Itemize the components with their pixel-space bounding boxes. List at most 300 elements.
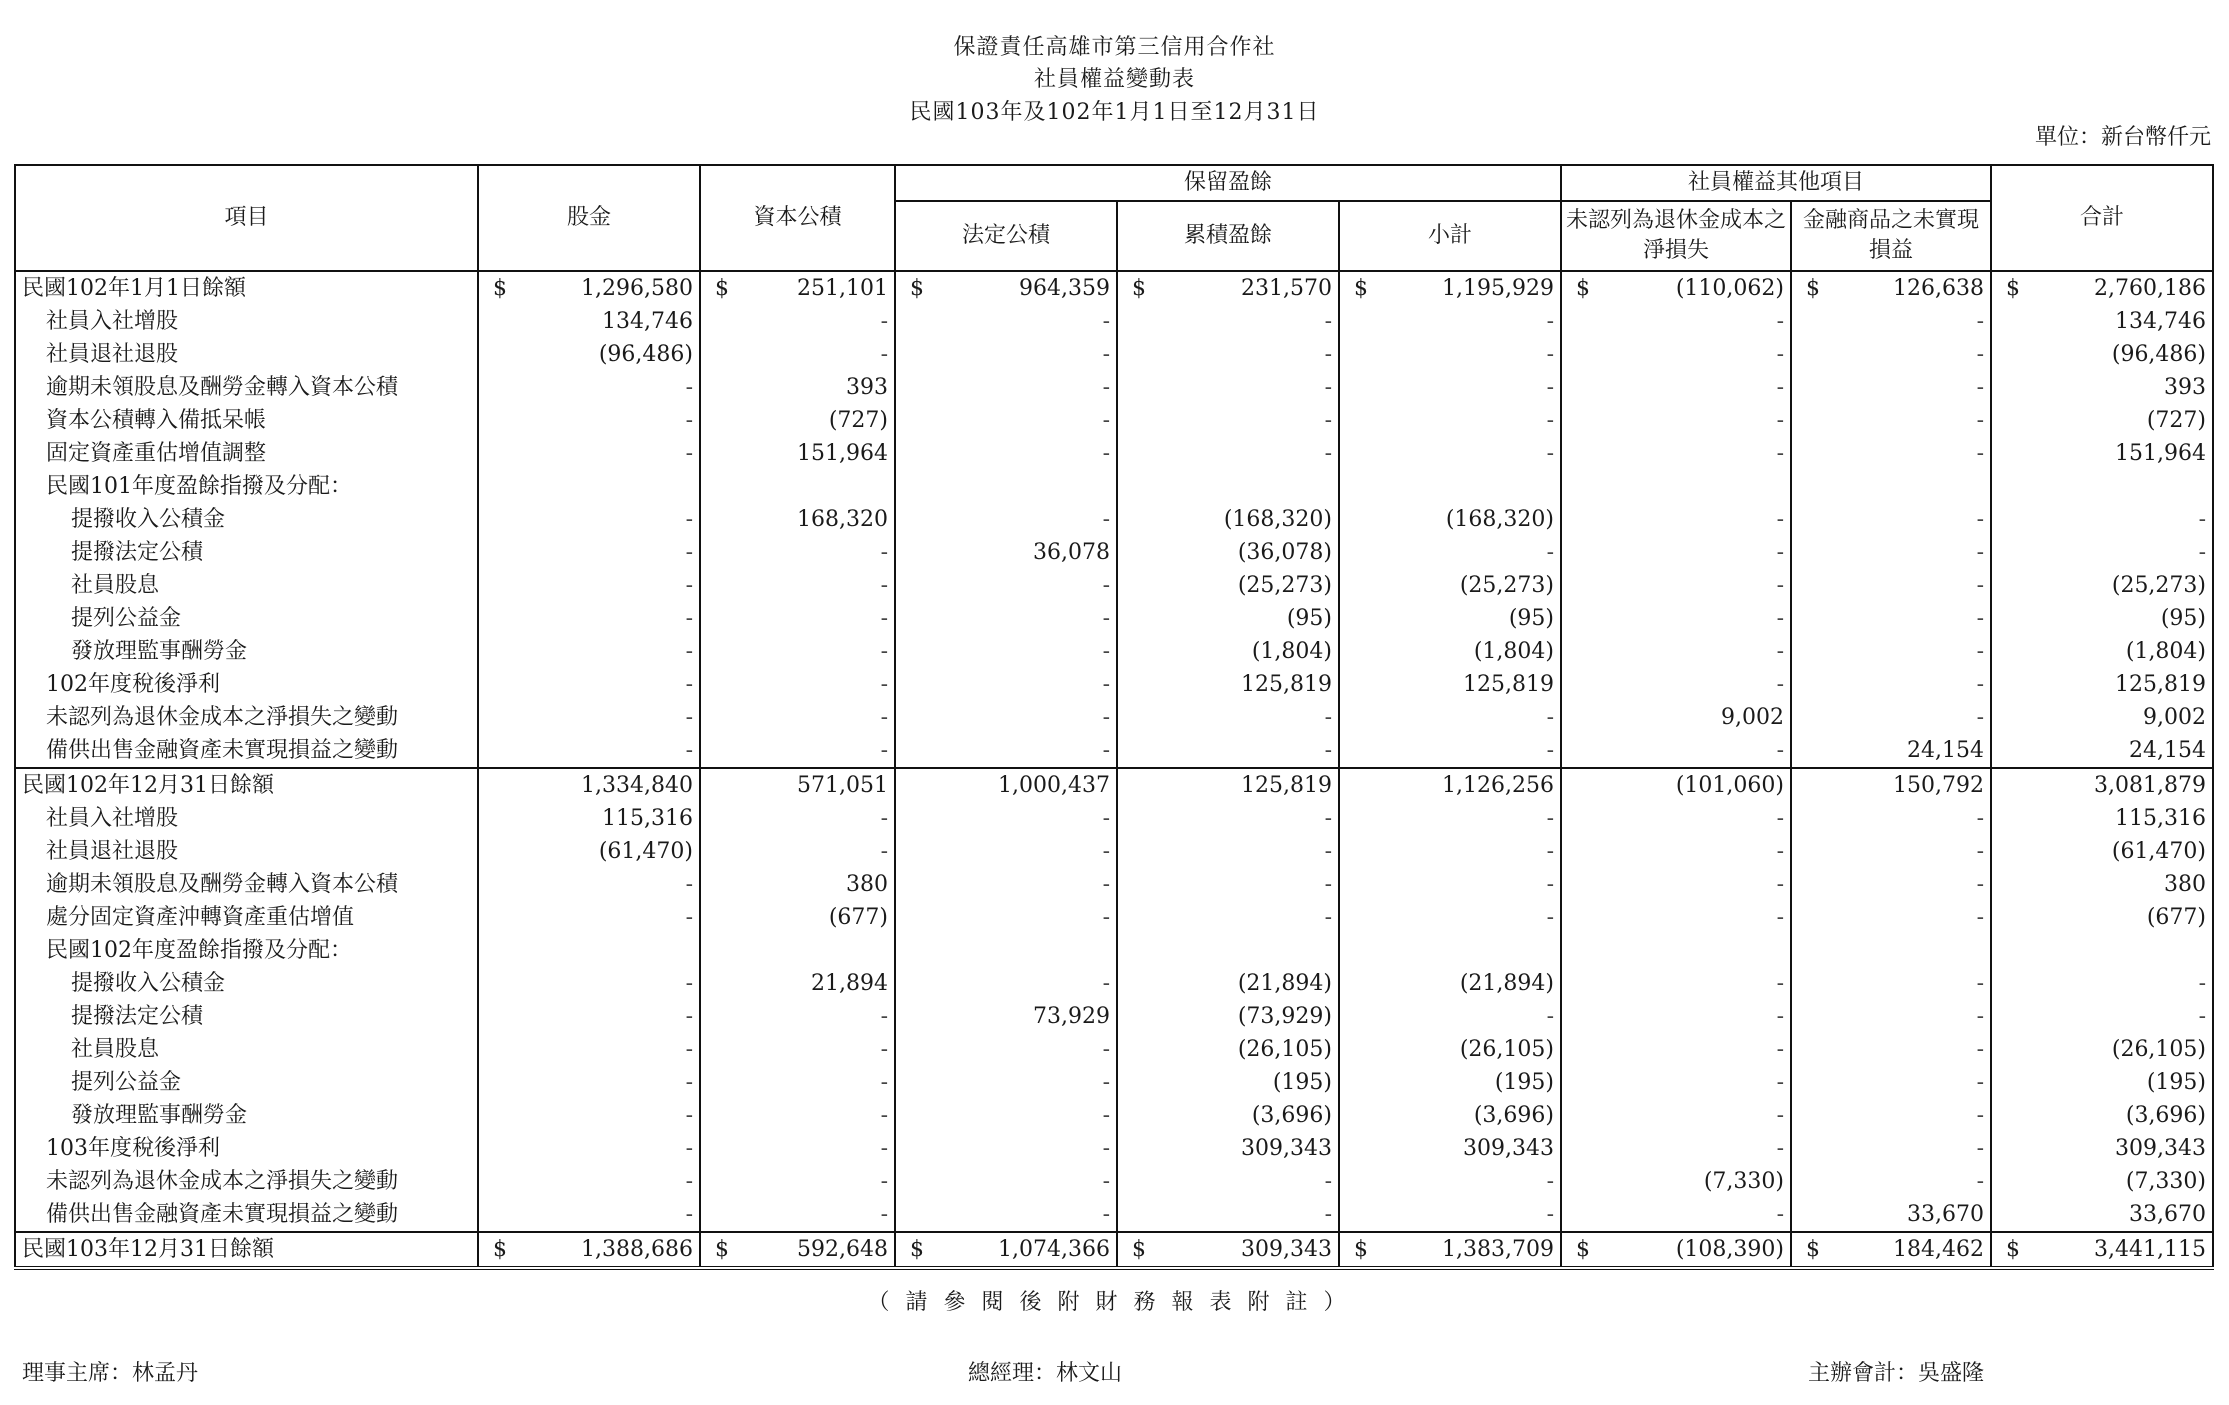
amount-cell [895, 1232, 1117, 1268]
col-capital: 股金 [478, 165, 700, 271]
row-label: 逾期未領股息及酬勞金轉入資本公積 [15, 371, 478, 404]
amount-cell [1561, 569, 1791, 602]
amount-cell [1339, 1033, 1561, 1066]
amount-value: 309,343 [1463, 1136, 1554, 1161]
amount-cell [1117, 1066, 1339, 1099]
amount-value: 9,002 [2143, 705, 2207, 730]
amount-cell [895, 868, 1117, 901]
amount-cell [478, 569, 700, 602]
amount-value: - [1976, 408, 1985, 433]
amount-cell [1339, 1232, 1561, 1268]
amount-cell [1561, 536, 1791, 569]
amount-cell [700, 901, 895, 934]
amount-value: - [1976, 606, 1985, 631]
amount-cell [1991, 271, 2213, 305]
currency-symbol: $ [715, 1237, 729, 1262]
amount-cell [700, 1132, 895, 1165]
amount-cell [478, 338, 700, 371]
amount-value: (25,273) [1237, 573, 1332, 598]
amount-value: - [1102, 1169, 1110, 1194]
amount-cell [1117, 437, 1339, 470]
amount-cell [478, 802, 700, 835]
amount-value: 36,078 [1033, 540, 1110, 565]
amount-value: (3,696) [1473, 1103, 1554, 1128]
col-retained-earnings: 保留盈餘 [895, 165, 1561, 201]
amount-value: 231,570 [1241, 276, 1332, 301]
amount-cell [895, 1198, 1117, 1232]
amount-value: (61,470) [2111, 839, 2207, 864]
amount-cell [1117, 1000, 1339, 1033]
amount-value: (195) [2146, 1070, 2207, 1095]
amount-value: - [1976, 507, 1985, 532]
amount-cell [1791, 371, 1991, 404]
amount-cell [1561, 305, 1791, 338]
amount-value: - [1102, 738, 1110, 763]
amount-cell [1991, 967, 2213, 1000]
amount-value: (1,804) [1251, 639, 1332, 664]
amount-value: - [1776, 1136, 1784, 1161]
amount-value: - [1102, 573, 1110, 598]
amount-value: - [880, 1037, 888, 1062]
amount-value: - [2198, 971, 2207, 996]
amount-cell [1339, 668, 1561, 701]
table-row [15, 536, 2213, 569]
row-label: 發放理監事酬勞金 [15, 1099, 478, 1132]
amount-cell [1117, 536, 1339, 569]
amount-cell [1791, 1099, 1991, 1132]
amount-cell [1991, 1132, 2213, 1165]
amount-value: - [1776, 408, 1784, 433]
amount-cell [1117, 1165, 1339, 1198]
table-body [15, 271, 2213, 1268]
amount-cell [700, 404, 895, 437]
amount-value: - [1976, 971, 1985, 996]
amount-cell [895, 536, 1117, 569]
amount-value: - [1776, 342, 1784, 367]
amount-value: 134,746 [602, 309, 693, 334]
row-label: 社員股息 [15, 569, 478, 602]
amount-value: - [2198, 1004, 2207, 1029]
amount-value: 1,334,840 [581, 773, 693, 798]
table-row [15, 1165, 2213, 1198]
amount-cell [1991, 635, 2213, 668]
amount-value: (26,105) [1237, 1037, 1332, 1062]
amount-value: - [1102, 606, 1110, 631]
amount-cell [1117, 868, 1339, 901]
row-label: 社員退社退股 [15, 338, 478, 371]
row-label: 逾期未領股息及酬勞金轉入資本公積 [15, 868, 478, 901]
amount-value: 251,101 [797, 276, 888, 301]
table-row [15, 734, 2213, 768]
amount-cell [1991, 1033, 2213, 1066]
amount-cell [1991, 1165, 2213, 1198]
amount-value: - [1976, 872, 1985, 897]
amount-cell [478, 470, 700, 503]
amount-value: - [1776, 573, 1784, 598]
amount-value: 1,296,580 [581, 276, 693, 301]
amount-value: - [880, 672, 888, 697]
amount-cell [1561, 701, 1791, 734]
amount-value: (168,320) [1445, 507, 1554, 532]
amount-value: - [1324, 905, 1332, 930]
amount-cell [700, 437, 895, 470]
amount-value: - [1102, 507, 1110, 532]
amount-cell [700, 271, 895, 305]
amount-value: - [1324, 806, 1332, 831]
amount-cell [1561, 503, 1791, 536]
amount-value: - [685, 1136, 693, 1161]
amount-value: - [1102, 905, 1110, 930]
amount-cell [895, 371, 1117, 404]
amount-value: 2,760,186 [2094, 276, 2207, 301]
amount-value: 9,002 [1721, 705, 1784, 730]
row-label: 民國102年度盈餘指撥及分配： [15, 934, 478, 967]
amount-cell [1117, 967, 1339, 1000]
amount-cell [700, 338, 895, 371]
amount-value: - [880, 639, 888, 664]
amount-value: 134,746 [2115, 309, 2207, 334]
amount-value: - [880, 1070, 888, 1095]
amount-cell [1339, 868, 1561, 901]
amount-cell [478, 1198, 700, 1232]
row-label: 提撥法定公積 [15, 536, 478, 569]
amount-value: (677) [828, 905, 888, 930]
amount-cell [1791, 1033, 1991, 1066]
amount-value: - [1776, 738, 1784, 763]
amount-cell [895, 701, 1117, 734]
amount-value: 1,126,256 [1442, 773, 1554, 798]
amount-cell [1991, 1232, 2213, 1268]
col-legal-reserve: 法定公積 [895, 201, 1117, 271]
amount-cell [478, 271, 700, 305]
amount-cell [700, 1033, 895, 1066]
amount-value: - [1546, 408, 1554, 433]
amount-cell [1791, 503, 1991, 536]
amount-value: 24,154 [1907, 738, 1985, 763]
amount-value: (95) [1508, 606, 1554, 631]
amount-cell [1117, 734, 1339, 768]
amount-cell [1791, 470, 1991, 503]
table-row [15, 569, 2213, 602]
amount-cell [1991, 802, 2213, 835]
amount-value: 115,316 [2115, 806, 2207, 831]
amount-value: - [1776, 872, 1784, 897]
amount-cell [478, 437, 700, 470]
amount-cell [1561, 1000, 1791, 1033]
amount-value: 1,195,929 [1442, 276, 1554, 301]
currency-symbol: $ [493, 276, 507, 301]
amount-value: (7,330) [2125, 1169, 2207, 1194]
amount-value: - [880, 606, 888, 631]
amount-cell [1791, 967, 1991, 1000]
amount-value: 1,074,366 [998, 1237, 1110, 1262]
col-item: 項目 [15, 165, 478, 271]
amount-value: (3,696) [2125, 1103, 2207, 1128]
amount-cell [1561, 338, 1791, 371]
amount-cell [1117, 701, 1339, 734]
table-row [15, 503, 2213, 536]
amount-cell [1339, 371, 1561, 404]
amount-cell [1791, 734, 1991, 768]
amount-cell [1991, 569, 2213, 602]
row-label: 未認列為退休金成本之淨損失之變動 [15, 1165, 478, 1198]
amount-cell [1991, 701, 2213, 734]
amount-cell [895, 404, 1117, 437]
amount-value: - [1776, 375, 1784, 400]
currency-symbol: $ [1354, 276, 1368, 301]
amount-value: - [1776, 507, 1784, 532]
row-label: 社員入社增股 [15, 802, 478, 835]
amount-value: (108,390) [1675, 1237, 1784, 1262]
amount-cell [1339, 602, 1561, 635]
amount-value: (21,894) [1459, 971, 1554, 996]
amount-value: (61,470) [598, 839, 693, 864]
amount-value: - [1324, 1202, 1332, 1227]
table-row [15, 602, 2213, 635]
amount-value: 115,316 [602, 806, 693, 831]
row-label: 民國101年度盈餘指撥及分配： [15, 470, 478, 503]
amount-value: - [685, 738, 693, 763]
amount-cell [1991, 338, 2213, 371]
amount-cell [478, 934, 700, 967]
amount-value: - [1776, 441, 1784, 466]
amount-value: - [1976, 342, 1985, 367]
amount-cell [1991, 1099, 2213, 1132]
row-label: 備供出售金融資產未實現損益之變動 [15, 1198, 478, 1232]
amount-value: - [2198, 507, 2207, 532]
amount-value: - [1546, 705, 1554, 730]
amount-value: - [1776, 905, 1784, 930]
amount-value: (195) [1272, 1070, 1332, 1095]
amount-cell [895, 1165, 1117, 1198]
amount-value: 151,964 [2115, 441, 2207, 466]
amount-cell [700, 305, 895, 338]
currency-symbol: $ [1576, 1237, 1590, 1262]
amount-value: - [880, 573, 888, 598]
amount-cell [478, 967, 700, 1000]
amount-value: - [880, 1202, 888, 1227]
amount-cell [1339, 1099, 1561, 1132]
amount-cell [700, 967, 895, 1000]
currency-symbol: $ [910, 1237, 924, 1262]
amount-cell [1991, 668, 2213, 701]
amount-value: - [1776, 639, 1784, 664]
row-label: 處分固定資產沖轉資產重估增值 [15, 901, 478, 934]
amount-cell [1339, 271, 1561, 305]
amount-cell [895, 470, 1117, 503]
amount-value: - [1102, 408, 1110, 433]
amount-cell [1991, 835, 2213, 868]
amount-value: - [1776, 1103, 1784, 1128]
amount-cell [1791, 934, 1991, 967]
amount-value: 309,343 [2115, 1136, 2207, 1161]
amount-value: - [1102, 1136, 1110, 1161]
col-accumulated-earnings: 累積盈餘 [1117, 201, 1339, 271]
amount-cell [700, 635, 895, 668]
amount-cell [1561, 1132, 1791, 1165]
amount-cell [700, 470, 895, 503]
row-label: 社員股息 [15, 1033, 478, 1066]
table-row [15, 934, 2213, 967]
row-label: 提列公益金 [15, 602, 478, 635]
amount-value: - [880, 1169, 888, 1194]
amount-cell [478, 602, 700, 635]
amount-value: - [685, 1004, 693, 1029]
amount-cell [1339, 768, 1561, 802]
amount-cell [1339, 404, 1561, 437]
amount-value: 150,792 [1893, 773, 1985, 798]
amount-cell [895, 901, 1117, 934]
amount-cell [1339, 536, 1561, 569]
amount-cell [1561, 271, 1791, 305]
amount-cell [478, 503, 700, 536]
amount-cell [895, 635, 1117, 668]
chairman-signature: 理事主席：林孟丹 [22, 1361, 199, 1386]
row-label: 社員退社退股 [15, 835, 478, 868]
accountant-signature: 主辦會計：吳盛隆 [1808, 1361, 1985, 1386]
amount-cell [478, 1165, 700, 1198]
row-label: 社員入社增股 [15, 305, 478, 338]
table-row [15, 470, 2213, 503]
amount-cell [1339, 967, 1561, 1000]
currency-symbol: $ [910, 276, 924, 301]
amount-value: - [1976, 1070, 1985, 1095]
amount-value: - [1546, 1169, 1554, 1194]
amount-cell [1991, 305, 2213, 338]
amount-cell [1991, 602, 2213, 635]
table-row [15, 967, 2213, 1000]
amount-cell [1117, 1232, 1339, 1268]
amount-cell [1791, 635, 1991, 668]
amount-value: - [685, 971, 693, 996]
amount-cell [700, 868, 895, 901]
amount-value: (7,330) [1703, 1169, 1784, 1194]
amount-value: 73,929 [1033, 1004, 1110, 1029]
amount-value: - [1776, 672, 1784, 697]
amount-value: 1,000,437 [998, 773, 1110, 798]
amount-value: - [880, 540, 888, 565]
amount-value: - [1976, 573, 1985, 598]
amount-value: - [1546, 839, 1554, 864]
amount-cell [1791, 1066, 1991, 1099]
amount-cell [1791, 437, 1991, 470]
amount-cell [700, 934, 895, 967]
amount-cell [700, 802, 895, 835]
amount-value: - [1324, 309, 1332, 334]
amount-cell [1791, 404, 1991, 437]
table-row [15, 437, 2213, 470]
amount-value: (727) [828, 408, 888, 433]
amount-cell [700, 1000, 895, 1033]
amount-cell [1991, 934, 2213, 967]
amount-value: 380 [846, 872, 888, 897]
amount-value: - [1102, 872, 1110, 897]
amount-cell [1991, 371, 2213, 404]
amount-value: - [880, 806, 888, 831]
amount-value: - [1976, 1004, 1985, 1029]
amount-cell [1991, 768, 2213, 802]
amount-cell [1791, 602, 1991, 635]
amount-cell [1117, 470, 1339, 503]
amount-value: - [1976, 441, 1985, 466]
amount-value: (73,929) [1237, 1004, 1332, 1029]
row-label: 備供出售金融資產未實現損益之變動 [15, 734, 478, 768]
amount-value: - [685, 1037, 693, 1062]
amount-cell [1561, 470, 1791, 503]
amount-value: - [1976, 672, 1985, 697]
amount-cell [1339, 802, 1561, 835]
amount-value: (96,486) [598, 342, 693, 367]
amount-value: - [880, 738, 888, 763]
amount-cell [700, 602, 895, 635]
currency-symbol: $ [2006, 1237, 2021, 1262]
row-label: 102年度稅後淨利 [15, 668, 478, 701]
amount-cell [700, 734, 895, 768]
amount-cell [895, 569, 1117, 602]
amount-cell [1561, 1033, 1791, 1066]
amount-value: (677) [2146, 905, 2207, 930]
amount-cell [1117, 271, 1339, 305]
amount-cell [1561, 1099, 1791, 1132]
amount-value: - [1776, 1037, 1784, 1062]
amount-cell [1791, 701, 1991, 734]
amount-cell [895, 768, 1117, 802]
amount-cell [1791, 668, 1991, 701]
amount-cell [1339, 569, 1561, 602]
amount-value: - [880, 1103, 888, 1128]
currency-symbol: $ [1576, 276, 1590, 301]
amount-value: - [1976, 705, 1985, 730]
table-row [15, 271, 2213, 305]
amount-value: (195) [1494, 1070, 1554, 1095]
amount-value: - [1776, 971, 1784, 996]
table-row [15, 802, 2213, 835]
amount-value: - [1102, 1103, 1110, 1128]
amount-cell [1791, 802, 1991, 835]
amount-value: - [1976, 540, 1985, 565]
amount-value: (21,894) [1237, 971, 1332, 996]
amount-cell [478, 868, 700, 901]
amount-cell [700, 503, 895, 536]
amount-value: - [1976, 1136, 1985, 1161]
amount-cell [478, 701, 700, 734]
amount-value: - [1102, 971, 1110, 996]
amount-cell [1117, 338, 1339, 371]
amount-cell [478, 1000, 700, 1033]
amount-value: 125,819 [1241, 773, 1332, 798]
amount-value: - [1102, 1070, 1110, 1095]
amount-cell [1339, 701, 1561, 734]
amount-cell [1991, 1000, 2213, 1033]
table-row [15, 835, 2213, 868]
col-unrecognized-pension: 未認列為退休金成本之淨損失 [1561, 201, 1791, 271]
amount-cell [478, 768, 700, 802]
table-row [15, 1033, 2213, 1066]
row-label: 提撥法定公積 [15, 1000, 478, 1033]
amount-cell [1117, 901, 1339, 934]
row-label: 民國102年12月31日餘額 [15, 768, 478, 802]
company-name: 保證責任高雄市第三信用合作社 [953, 35, 1276, 60]
amount-cell [895, 1132, 1117, 1165]
amount-cell [895, 1000, 1117, 1033]
amount-cell [700, 701, 895, 734]
amount-cell [478, 734, 700, 768]
amount-cell [1791, 271, 1991, 305]
amount-value: - [1776, 806, 1784, 831]
amount-value: - [1102, 839, 1110, 864]
table-row [15, 371, 2213, 404]
amount-value: - [685, 672, 693, 697]
